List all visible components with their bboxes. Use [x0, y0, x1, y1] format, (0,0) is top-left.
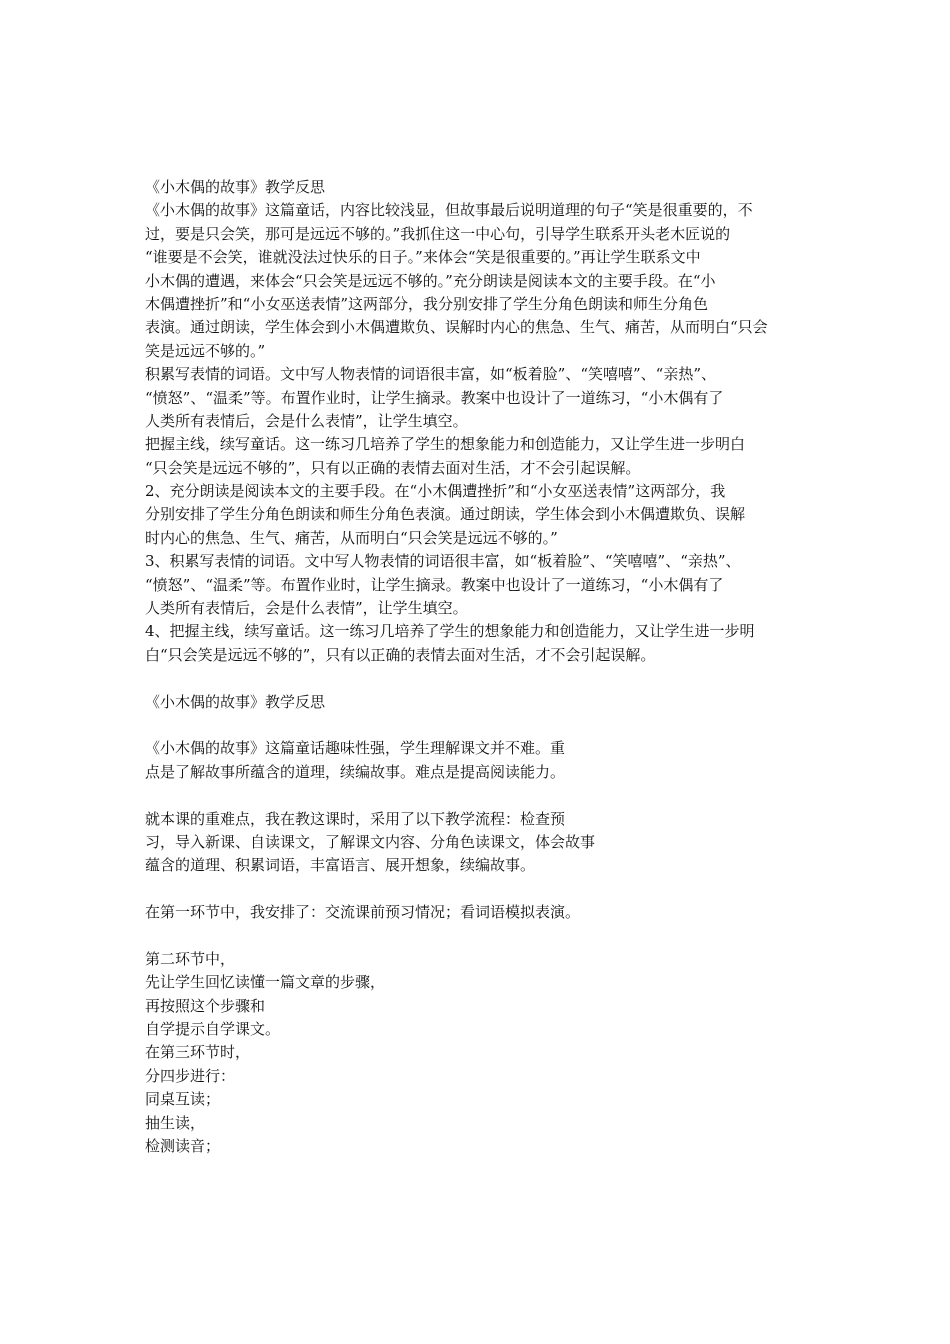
- text-line: 小木偶的遭遇，来体会“只会笑是远远不够的。”充分朗读是阅读本文的主要手段。在“小: [145, 271, 716, 290]
- blank-line: [145, 878, 810, 901]
- text-line: 检测读音；: [145, 1137, 221, 1156]
- text-line: 3、积累写表情的词语。文中写人物表情的词语很丰富，如“板着脸”、“笑嘻嘻”、“亲热”、: [145, 552, 741, 571]
- section1-item-3: [145, 550, 810, 620]
- text-line: 笑是远远不够的。”: [145, 341, 266, 360]
- text-line: 过，要是只会笑，那可是远远不够的。”我抓住这一中心句，引导学生联系开头老木匠说的: [145, 224, 731, 243]
- text-line: 先让学生回忆读懂一篇文章的步骤，: [145, 973, 386, 992]
- text-line: 4、把握主线，续写童话。这一练习几培养了学生的想象能力和创造能力，又让学生进一步明: [145, 622, 755, 641]
- text-line: 分别安排了学生分角色朗读和师生分角色表演。通过朗读，学生体会到小木偶遭欺负、误解: [145, 505, 746, 524]
- blank-line: [145, 925, 810, 948]
- text-line: “谁要是不会笑，谁就没法过快乐的日子。”来体会“笑是很重要的。”再让学生联系文中: [145, 248, 701, 267]
- text-line: 在第三环节时，: [145, 1043, 251, 1062]
- text-line: 白“只会笑是远远不够的”，只有以正确的表情去面对生活，才不会引起误解。: [145, 645, 656, 664]
- blank-line: [145, 667, 810, 690]
- section2-paragraph-3: [145, 901, 810, 924]
- section2-title: 《小木偶的故事》教学反思: [145, 692, 326, 711]
- text-line: 《小木偶的故事》这篇童话，内容比较浅显，但故事最后说明道理的句子“笑是很重要的，不: [145, 201, 753, 220]
- text-line: 就本课的重难点，我在教这课时，采用了以下教学流程：检查预: [145, 809, 566, 828]
- text-line: 木偶遭挫折”和“小女巫送表情”这两部分，我分别安排了学生分角色朗读和师生分角色: [145, 294, 709, 313]
- section2-paragraph-4: [145, 948, 810, 1159]
- section1-paragraph-2: [145, 363, 810, 433]
- text-line: 人类所有表情后，会是什么表情”，让学生填空。: [145, 411, 468, 430]
- text-line: 自学提示自学课文。: [145, 1020, 281, 1039]
- text-line: 积累写表情的词语。文中写人物表情的词语很丰富，如“板着脸”、“笑嘻嘻”、“亲热”、: [145, 365, 717, 384]
- text-line: 在第一环节中，我安排了：交流课前预习情况；看词语模拟表演。: [145, 903, 581, 922]
- text-line: 时内心的焦急、生气、痛苦，从而明白“只会笑是远远不够的。”: [145, 528, 558, 547]
- text-line: 表演。通过朗读，学生体会到小木偶遭欺负、误解时内心的焦急、生气、痛苦，从而明白“只会: [145, 318, 768, 337]
- text-line: 《小木偶的故事》这篇童话趣味性强，学生理解课文并不难。重: [145, 739, 566, 758]
- text-line: 同桌互读；: [145, 1090, 221, 1109]
- blank-line: [145, 714, 810, 737]
- text-line: “愤怒”、“温柔”等。布置作业时，让学生摘录。教案中也设计了一道练习，“小木偶有了: [145, 388, 724, 407]
- text-line: 点是了解故事所蕴含的道理，续编故事。难点是提高阅读能力。: [145, 762, 566, 781]
- document-page: [145, 176, 810, 1158]
- section1-paragraph-3: [145, 433, 810, 480]
- text-line: 蕴含的道理、积累词语，丰富语言、展开想象，续编故事。: [145, 856, 536, 875]
- text-line: 把握主线，续写童话。这一练习几培养了学生的想象能力和创造能力，又让学生进一步明白: [145, 435, 746, 454]
- text-line: 习，导入新课、自读课文，了解课文内容、分角色读课文，体会故事: [145, 832, 596, 851]
- text-line: “愤怒”、“温柔”等。布置作业时，让学生摘录。教案中也设计了一道练习，“小木偶有了: [145, 575, 724, 594]
- text-line: 分四步进行：: [145, 1066, 236, 1085]
- blank-line: [145, 784, 810, 807]
- text-line: 第二环节中，: [145, 949, 236, 968]
- section1-item-4: [145, 620, 810, 667]
- section2-paragraph-2: [145, 808, 810, 878]
- section2-paragraph-1: [145, 737, 810, 784]
- section1-item-2: [145, 480, 810, 550]
- text-line: 抽生读，: [145, 1113, 206, 1132]
- text-line: 再按照这个步骤和: [145, 996, 266, 1015]
- text-line: “只会笑是远远不够的”，只有以正确的表情去面对生活，才不会引起误解。: [145, 458, 641, 477]
- text-line: 2、充分朗读是阅读本文的主要手段。在“小木偶遭挫折”和“小女巫送表情”这两部分，我: [145, 482, 726, 501]
- section1-paragraph-1: [145, 199, 810, 363]
- section1-title: 《小木偶的故事》教学反思: [145, 178, 326, 196]
- text-line: 人类所有表情后，会是什么表情”，让学生填空。: [145, 599, 468, 618]
